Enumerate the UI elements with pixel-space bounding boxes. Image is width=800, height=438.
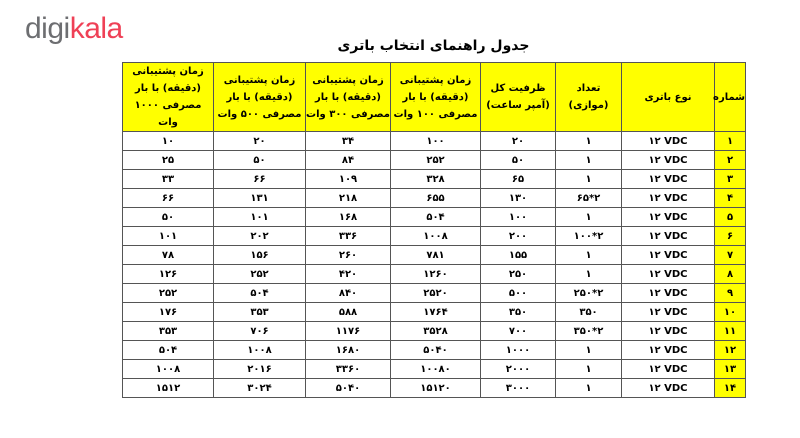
cell-backup-100w: ۷۸۱ [391,246,481,265]
cell-backup-500w: ۳۰۲۴ [214,379,306,398]
cell-battery-type: ۱۲ VDC [622,341,715,360]
cell-backup-300w: ۳۳۶ [306,227,391,246]
cell-backup-500w: ۱۵۶ [214,246,306,265]
cell-row-number: ۳ [715,170,746,189]
cell-row-number: ۱۳ [715,360,746,379]
cell-battery-type: ۱۲ VDC [622,379,715,398]
cell-parallel-count: ۲*۳۵۰ [556,322,622,341]
cell-backup-300w: ۱۶۸۰ [306,341,391,360]
cell-total-capacity: ۱۳۰ [481,189,556,208]
cell-row-number: ۸ [715,265,746,284]
cell-backup-1000w: ۵۰۴ [123,341,214,360]
cell-row-number: ۱۲ [715,341,746,360]
table-row [123,227,746,246]
cell-battery-type: ۱۲ VDC [622,151,715,170]
cell-backup-500w: ۲۰۱۶ [214,360,306,379]
header-backup-1000w: زمان پشتیبانی (دقیقه) با بار مصرفی ۱۰۰۰ وات [123,63,214,132]
cell-backup-500w: ۲۰۲ [214,227,306,246]
table-row [123,284,746,303]
cell-row-number: ۲ [715,151,746,170]
cell-backup-1000w: ۱۰ [123,132,214,151]
table-title: جدول راهنمای انتخاب باتری [337,38,530,54]
cell-backup-1000w: ۷۸ [123,246,214,265]
cell-backup-1000w: ۵۰ [123,208,214,227]
cell-backup-1000w: ۱۲۶ [123,265,214,284]
cell-backup-500w: ۳۵۳ [214,303,306,322]
cell-backup-300w: ۲۱۸ [306,189,391,208]
cell-backup-100w: ۱۷۶۴ [391,303,481,322]
cell-total-capacity: ۳۵۰ [481,303,556,322]
cell-backup-500w: ۱۰۱ [214,208,306,227]
cell-backup-100w: ۱۰۰۸۰ [391,360,481,379]
cell-battery-type: ۱۲ VDC [622,132,715,151]
cell-total-capacity: ۲۰۰ [481,227,556,246]
cell-total-capacity: ۷۰۰ [481,322,556,341]
cell-backup-1000w: ۱۰۰۸ [123,360,214,379]
cell-battery-type: ۱۲ VDC [622,265,715,284]
cell-battery-type: ۱۲ VDC [622,322,715,341]
cell-backup-300w: ۳۳۶۰ [306,360,391,379]
cell-backup-500w: ۱۳۱ [214,189,306,208]
table-row [123,265,746,284]
table-row [123,303,746,322]
cell-row-number: ۹ [715,284,746,303]
cell-backup-300w: ۳۴ [306,132,391,151]
cell-backup-500w: ۶۶ [214,170,306,189]
cell-total-capacity: ۳۰۰۰ [481,379,556,398]
cell-backup-1000w: ۱۵۱۲ [123,379,214,398]
cell-backup-100w: ۵۰۴ [391,208,481,227]
cell-backup-500w: ۵۰۴ [214,284,306,303]
cell-parallel-count: ۲*۱۰۰ [556,227,622,246]
cell-parallel-count: ۱ [556,265,622,284]
cell-battery-type: ۱۲ VDC [622,227,715,246]
header-row [123,63,746,132]
digikala-logo [25,14,123,44]
table-row [123,379,746,398]
cell-backup-100w: ۱۲۶۰ [391,265,481,284]
cell-backup-1000w: ۳۵۳ [123,322,214,341]
cell-backup-100w: ۱۰۰ [391,132,481,151]
logo-text-digi: digi [25,12,70,45]
cell-row-number: ۱ [715,132,746,151]
logo-text-kala: kala [69,12,123,45]
cell-row-number: ۷ [715,246,746,265]
cell-backup-300w: ۸۴ [306,151,391,170]
cell-backup-300w: ۴۲۰ [306,265,391,284]
header-battery-type: نوع باتری [622,63,715,132]
cell-parallel-count: ۳۵۰ [556,303,622,322]
header-total-capacity: ظرفیت کل (آمپر ساعت) [481,63,556,132]
cell-backup-500w: ۵۰ [214,151,306,170]
cell-backup-100w: ۱۰۰۸ [391,227,481,246]
table-row [123,341,746,360]
cell-backup-1000w: ۳۳ [123,170,214,189]
cell-total-capacity: ۲۰۰۰ [481,360,556,379]
cell-backup-300w: ۸۴۰ [306,284,391,303]
header-backup-300w: زمان پشتیبانی (دقیقه) با بار مصرفی ۳۰۰ وات [306,63,391,132]
cell-total-capacity: ۱۰۰۰ [481,341,556,360]
cell-row-number: ۵ [715,208,746,227]
cell-backup-1000w: ۲۵ [123,151,214,170]
cell-backup-1000w: ۱۷۶ [123,303,214,322]
cell-backup-300w: ۵۸۸ [306,303,391,322]
table-row [123,322,746,341]
cell-parallel-count: ۱ [556,379,622,398]
cell-battery-type: ۱۲ VDC [622,360,715,379]
cell-backup-500w: ۲۰ [214,132,306,151]
cell-row-number: ۱۱ [715,322,746,341]
cell-backup-300w: ۱۶۸ [306,208,391,227]
cell-backup-100w: ۳۲۸ [391,170,481,189]
cell-backup-100w: ۲۵۲ [391,151,481,170]
cell-row-number: ۶ [715,227,746,246]
header-parallel-count: تعداد (موازی) [556,63,622,132]
cell-backup-1000w: ۱۰۱ [123,227,214,246]
cell-backup-500w: ۱۰۰۸ [214,341,306,360]
cell-battery-type: ۱۲ VDC [622,170,715,189]
cell-backup-1000w: ۶۶ [123,189,214,208]
cell-parallel-count: ۱ [556,360,622,379]
cell-parallel-count: ۱ [556,246,622,265]
table-row [123,360,746,379]
cell-battery-type: ۱۲ VDC [622,303,715,322]
cell-total-capacity: ۵۰ [481,151,556,170]
table-row [123,208,746,227]
cell-row-number: ۱۰ [715,303,746,322]
cell-parallel-count: ۱ [556,151,622,170]
cell-parallel-count: ۱ [556,208,622,227]
header-backup-100w: زمان پشتیبانی (دقیقه) با بار مصرفی ۱۰۰ وات [391,63,481,132]
cell-backup-500w: ۲۵۲ [214,265,306,284]
cell-parallel-count: ۲*۶۵ [556,189,622,208]
cell-battery-type: ۱۲ VDC [622,284,715,303]
cell-parallel-count: ۱ [556,132,622,151]
cell-backup-100w: ۳۵۲۸ [391,322,481,341]
table-row [123,151,746,170]
cell-battery-type: ۱۲ VDC [622,246,715,265]
cell-backup-100w: ۵۰۴۰ [391,341,481,360]
cell-backup-300w: ۱۱۷۶ [306,322,391,341]
cell-row-number: ۱۴ [715,379,746,398]
cell-battery-type: ۱۲ VDC [622,189,715,208]
cell-total-capacity: ۵۰۰ [481,284,556,303]
cell-row-number: ۴ [715,189,746,208]
cell-total-capacity: ۲۵۰ [481,265,556,284]
table-row [123,189,746,208]
battery-guide-table [122,62,746,398]
cell-parallel-count: ۱ [556,341,622,360]
cell-backup-300w: ۵۰۴۰ [306,379,391,398]
cell-parallel-count: ۱ [556,170,622,189]
header-backup-500w: زمان پشتیبانی (دقیقه) با بار مصرفی ۵۰۰ وات [214,63,306,132]
cell-backup-100w: ۶۵۵ [391,189,481,208]
cell-total-capacity: ۱۰۰ [481,208,556,227]
cell-backup-1000w: ۲۵۲ [123,284,214,303]
table-row [123,132,746,151]
table-row [123,170,746,189]
cell-backup-300w: ۲۶۰ [306,246,391,265]
cell-backup-100w: ۱۵۱۲۰ [391,379,481,398]
cell-total-capacity: ۲۰ [481,132,556,151]
cell-parallel-count: ۲*۲۵۰ [556,284,622,303]
cell-battery-type: ۱۲ VDC [622,208,715,227]
table-row [123,246,746,265]
cell-backup-500w: ۷۰۶ [214,322,306,341]
cell-total-capacity: ۱۵۵ [481,246,556,265]
cell-total-capacity: ۶۵ [481,170,556,189]
cell-backup-300w: ۱۰۹ [306,170,391,189]
header-row-number: شماره [715,63,746,132]
cell-backup-100w: ۲۵۲۰ [391,284,481,303]
